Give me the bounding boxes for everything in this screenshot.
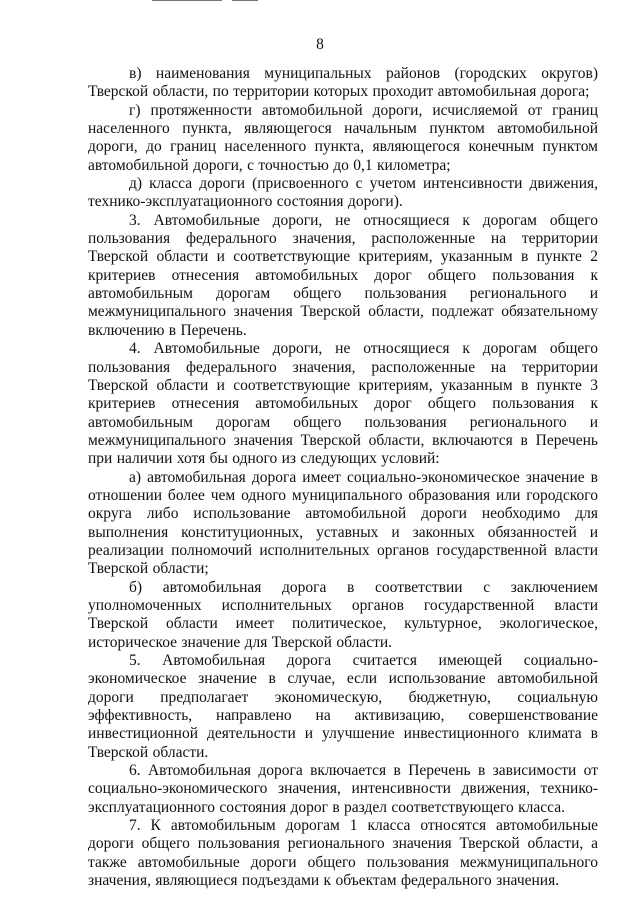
paragraph-clause-7: 7. К автомобильным дорогам 1 класса относятся автомобильные дороги общего пользования регионального значения Тверской области, а также автомобильные дороги общего пользования межмуниципального значения, являющиеся подъездами к объектам федерального значения. [88,817,598,890]
scan-edge-mark [152,0,222,1]
paragraph-item-d: д) класса дороги (присвоенного с учетом интенсивности движения, технико-эксплуатационного состояния дороги). [88,175,598,211]
paragraph-item-b: б) автомобильная дорога в соответствии с заключением уполномоченных исполнительных органов государственной власти Тверской области имеет политическое, культурное, экологическое, историческое значение для Тверской области. [88,578,598,651]
page-number: 8 [316,36,324,53]
paragraph-clause-5: 5. Автомобильная дорога считается имеющей социально-экономическое значение в случае, если использование автомобильной дороги предполагает экономическую, бюджетную, социальную эффективность, направлено на активизацию, совершенствование инвестиционной деятельности и улучшение инвестиционного климата в Тверской области. [88,652,598,761]
paragraph-item-v: в) наименования муниципальных районов (городских округов) Тверской области, по территории которых проходит автомобильная дорога; [88,65,598,101]
paragraph-item-g: г) протяженности автомобильной дороги, исчисляемой от границ населенного пункта, являющегося начальным пунктом автомобильной дороги, до границ населенного пункта, являющегося конечным пунктом автомобильной дороги, с точностью до 0,1 километра; [88,101,598,174]
scan-edge-mark [232,0,258,1]
paragraph-clause-6: 6. Автомобильная дорога включается в Перечень в зависимости от социально-экономического значения, интенсивности движения, технико-эксплуатационного состояния дорог в раздел соответствующего класса. [88,762,598,816]
paragraph-clause-4: 4. Автомобильные дороги, не относящиеся к дорогам общего пользования федерального значения, расположенные на территории Тверской области и соответствующие критериям, указанным в пункте 3 критериев отнесения автомобильных дорог общего пользования к автомобильным дорогам общего пользования регионального и межмуниципального значения Тверской области, включаются в Перечень при наличии хотя бы одного из следующих условий: [88,340,598,468]
paragraph-item-a: а) автомобильная дорога имеет социально-экономическое значение в отношении более чем одного муниципального образования или городского округа либо использование автомобильной дороги необходимо для выполнения конституционных, уставных и законных обязанностей и реализации полномочий исполнительных органов государственной власти Тверской области; [88,468,598,578]
paragraph-clause-3: 3. Автомобильные дороги, не относящиеся к дорогам общего пользования федерального значения, расположенные на территории Тверской области и соответствующие критериям, указанным в пункте 2 критериев отнесения автомобильных дорог общего пользования к автомобильным дорогам общего пользования регионального и межмуниципального значения Тверской области, подлежат обязательному включению в Перечень. [88,211,598,339]
document-body [88,65,598,890]
